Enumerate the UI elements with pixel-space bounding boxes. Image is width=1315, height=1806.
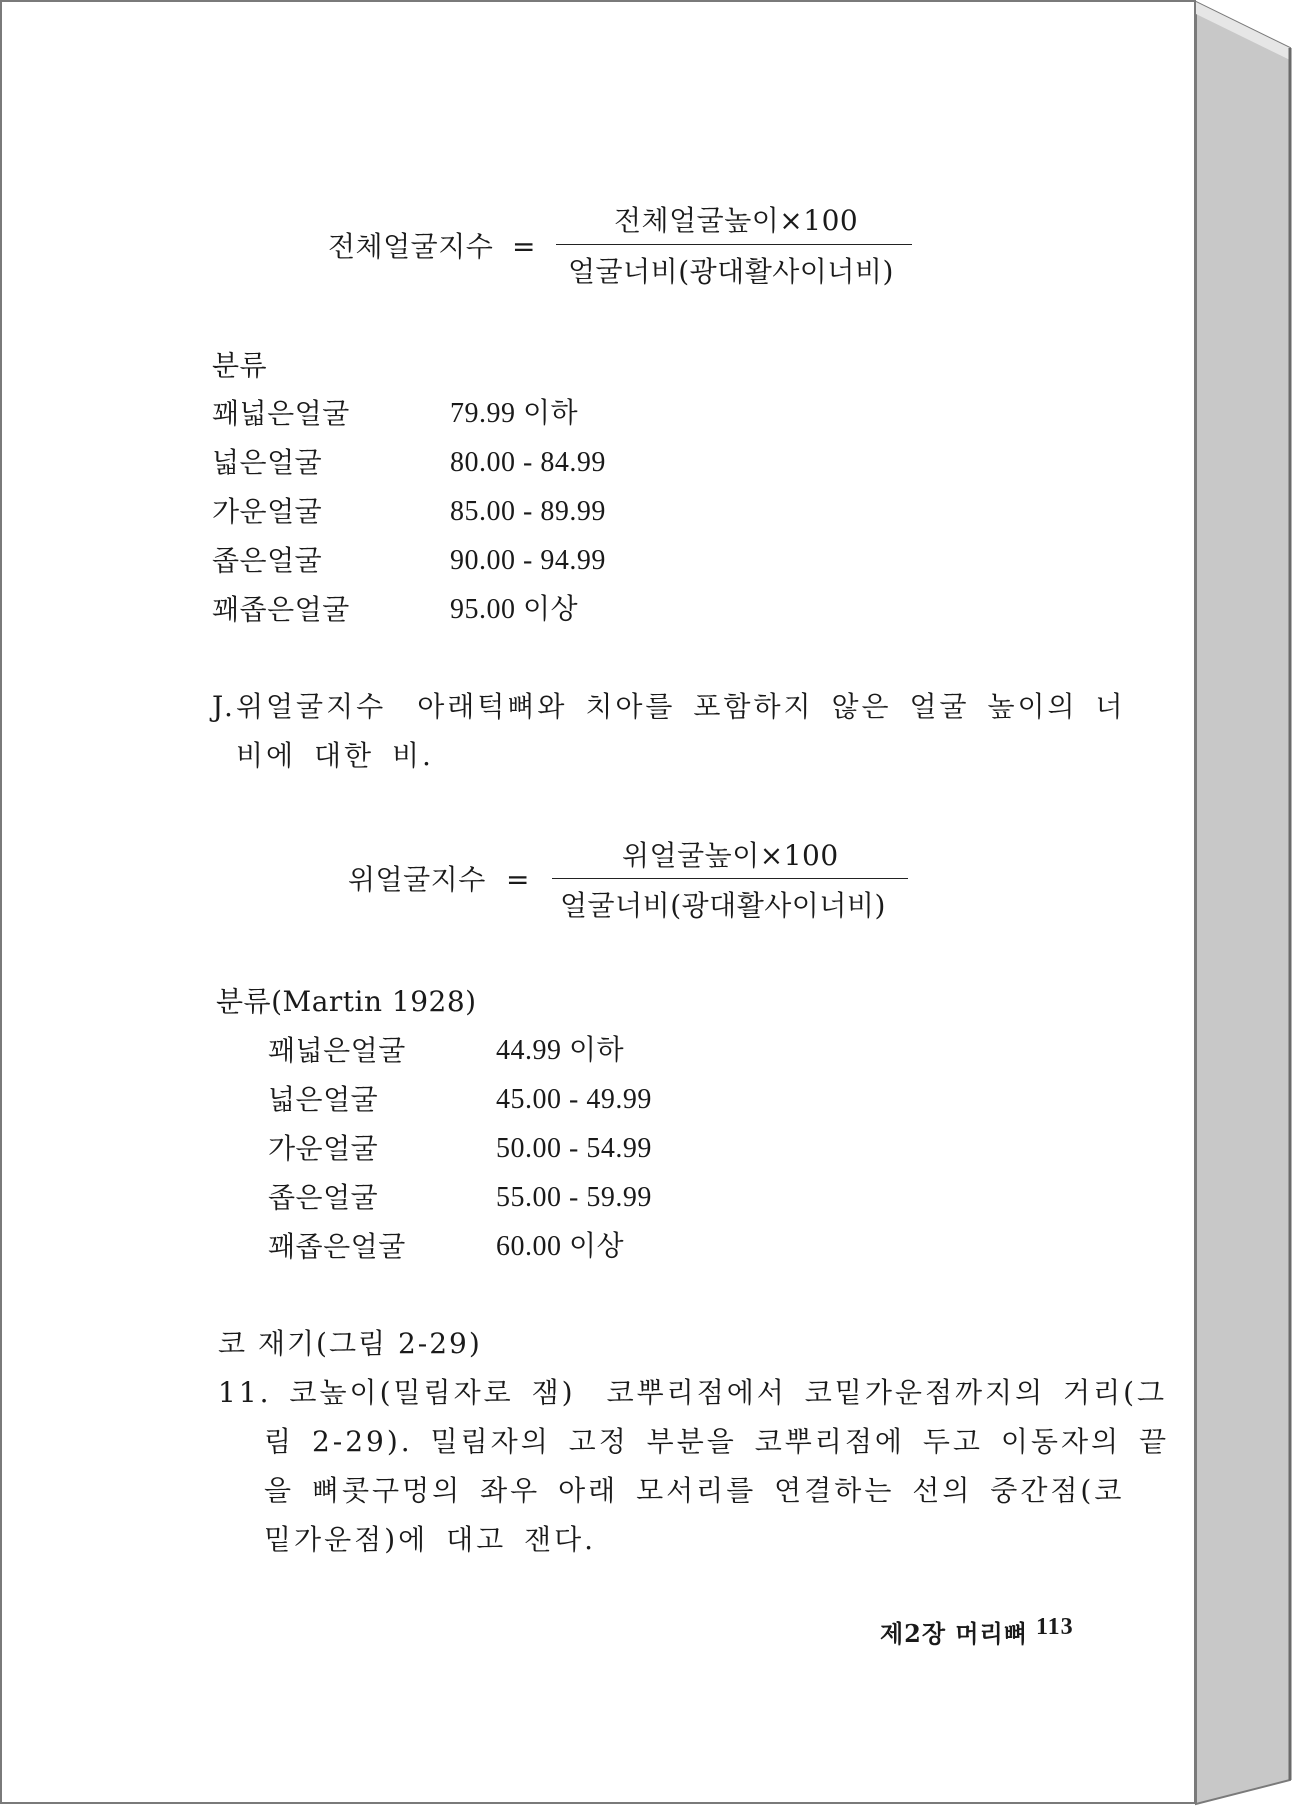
- equals-sign: =: [512, 230, 536, 263]
- class-label: 넓은얼굴: [268, 1083, 379, 1116]
- formula-lhs: 위얼굴지수: [348, 863, 486, 896]
- class-label: 가운얼굴: [212, 495, 323, 528]
- class-label: 좁은얼굴: [212, 544, 323, 577]
- class-label: 좁은얼굴: [268, 1181, 379, 1214]
- class-value: 80.00 - 84.99: [450, 447, 606, 478]
- paragraph-line: 비에 대한 비.: [236, 739, 434, 772]
- section-heading: 코 재기(그림 2-29): [218, 1327, 482, 1360]
- classification-heading: 분류(Martin 1928): [216, 985, 477, 1018]
- class-value: 60.00 이상: [496, 1231, 625, 1262]
- class-value: 79.99 이하: [450, 398, 579, 429]
- formula-denominator: 얼굴너비(광대활사이너비): [560, 889, 886, 922]
- paragraph-line: J.위얼굴지수 아래턱뼈와 치아를 포함하지 않은 얼굴 높이의 너: [212, 690, 1126, 723]
- class-value: 50.00 - 54.99: [496, 1133, 652, 1164]
- class-value: 95.00 이상: [450, 594, 579, 625]
- page-number: 113: [1036, 1614, 1074, 1640]
- formula-lhs: 전체얼굴지수: [328, 230, 494, 263]
- class-label: 넓은얼굴: [212, 446, 323, 479]
- class-value: 90.00 - 94.99: [450, 545, 606, 576]
- classification-heading: 분류: [212, 349, 268, 382]
- chapter-title: 제2장 머리뼈: [880, 1619, 1028, 1648]
- paragraph-line: 림 2-29). 밀림자의 고정 부분을 코뿌리점에 두고 이동자의 끝: [264, 1425, 1169, 1458]
- class-value: 44.99 이하: [496, 1035, 625, 1066]
- paragraph-line: 을 뼈콧구멍의 좌우 아래 모서리를 연결하는 선의 중간점(코: [264, 1474, 1125, 1507]
- class-value: 45.00 - 49.99: [496, 1084, 652, 1115]
- class-value: 55.00 - 59.99: [496, 1182, 652, 1213]
- class-label: 꽤좁은얼굴: [212, 593, 350, 626]
- formula-numerator: 전체얼굴높이×100: [614, 204, 859, 237]
- fraction-bar: [556, 244, 912, 245]
- formula-denominator: 얼굴너비(광대활사이너비): [568, 255, 894, 288]
- class-label: 꽤좁은얼굴: [268, 1230, 406, 1263]
- paragraph-line: 밑가운점)에 대고 잰다.: [264, 1523, 597, 1556]
- class-label: 꽤넓은얼굴: [268, 1034, 406, 1067]
- equals-sign: =: [506, 863, 530, 896]
- paragraph-line: 11. 코높이(밀림자로 잼) 코뿌리점에서 코밑가운점까지의 거리(그: [218, 1376, 1168, 1409]
- class-label: 꽤넓은얼굴: [212, 397, 350, 430]
- class-label: 가운얼굴: [268, 1132, 379, 1165]
- fraction-bar: [552, 878, 908, 879]
- formula-numerator: 위얼굴높이×100: [622, 839, 839, 872]
- class-value: 85.00 - 89.99: [450, 496, 606, 527]
